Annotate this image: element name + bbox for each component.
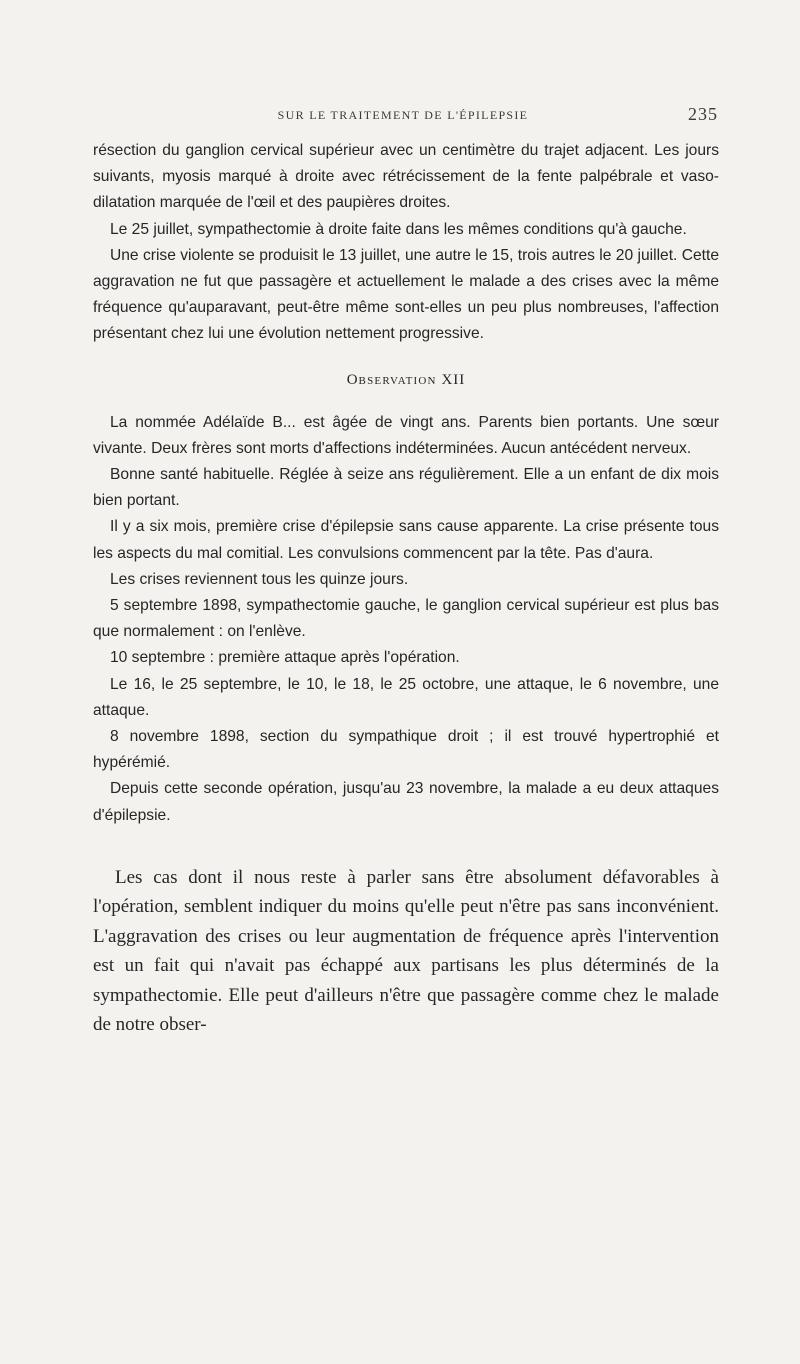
- observation-paragraph: Bonne santé habituelle. Réglée à seize ans régulièrement. Elle a un enfant de dix mois bien portant.: [93, 466, 719, 510]
- main-paragraph: Les cas dont il nous reste à parler sans être absolument défavorables à l'opération, semblent indiquer du moins qu'elle peut n'être pas sans inconvénient. L'aggravation des crises ou leur augmentation de fréquence après l'intervention est un fait qui n'avait pas échappé aux partisans les plus déterminés de la sympathectomie. Elle peut d'ailleurs n'être que passagère comme chez le malade de notre obser-: [93, 866, 719, 1036]
- case-continuation: [93, 138, 719, 348]
- observation-paragraph: Depuis cette seconde opération, jusqu'au 23 novembre, la malade a eu deux attaques d'épilepsie.: [93, 780, 719, 824]
- page-body: [93, 138, 719, 1040]
- observation-paragraph: Les crises reviennent tous les quinze jours.: [110, 570, 409, 588]
- observation-heading-initial: O: [346, 371, 359, 388]
- page-number: 235: [688, 104, 718, 124]
- observation-heading-smallcaps: BSERVATION: [358, 374, 437, 387]
- observation-heading: [93, 372, 719, 389]
- page-header: [88, 104, 718, 128]
- running-title: SUR LE TRAITEMENT DE L'ÉPILEPSIE: [277, 108, 529, 122]
- continuation-paragraph-3: Une crise violente se produisit le 13 juillet, une autre le 15, trois autres le 20 juillet. Cette aggravation ne fut que passagère et actuellement le malade a des crises avec la même fréquence qu'auparavant, peut-être même sont-elles un peu plus nombreuses, l'affection présentant chez lui une évolution nettement progressive.: [93, 246, 719, 343]
- observation-paragraph: 8 novembre 1898, section du sympathique droit ; il est trouvé hypertrophié et hypérémié.: [93, 728, 719, 772]
- observation-paragraph: 10 septembre : première attaque après l'opération.: [110, 649, 460, 667]
- observation-heading-number: XII: [441, 371, 466, 388]
- observation-paragraph: Le 16, le 25 septembre, le 10, le 18, le 25 octobre, une attaque, le 6 novembre, une attaque.: [93, 675, 719, 719]
- observation-paragraph: Il y a six mois, première crise d'épilepsie sans cause apparente. La crise présente tous les aspects du mal comitial. Les convulsions commencent par la tête. Pas d'aura.: [93, 518, 719, 562]
- main-text: [93, 863, 719, 1040]
- observation-paragraph: La nommée Adélaïde B... est âgée de vingt ans. Parents bien portants. Une sœur vivante. Deux frères sont morts d'affections indéterminées. Aucun antécédent nerveux.: [93, 413, 719, 457]
- continuation-paragraph-1: résection du ganglion cervical supérieur avec un centimètre du trajet adjacent. Les jours suivants, myosis marqué à droite avec rétrécissement de la fente palpébrale et vaso-dilatation marquée de l'œil et des paupières droites.: [93, 142, 719, 212]
- observation-paragraph: 5 septembre 1898, sympathectomie gauche, le ganglion cervical supérieur est plus bas que normalement : on l'enlève.: [93, 597, 719, 641]
- continuation-paragraph-2: Le 25 juillet, sympathectomie à droite faite dans les mêmes conditions qu'à gauche.: [110, 220, 687, 238]
- observation-text: [93, 410, 719, 829]
